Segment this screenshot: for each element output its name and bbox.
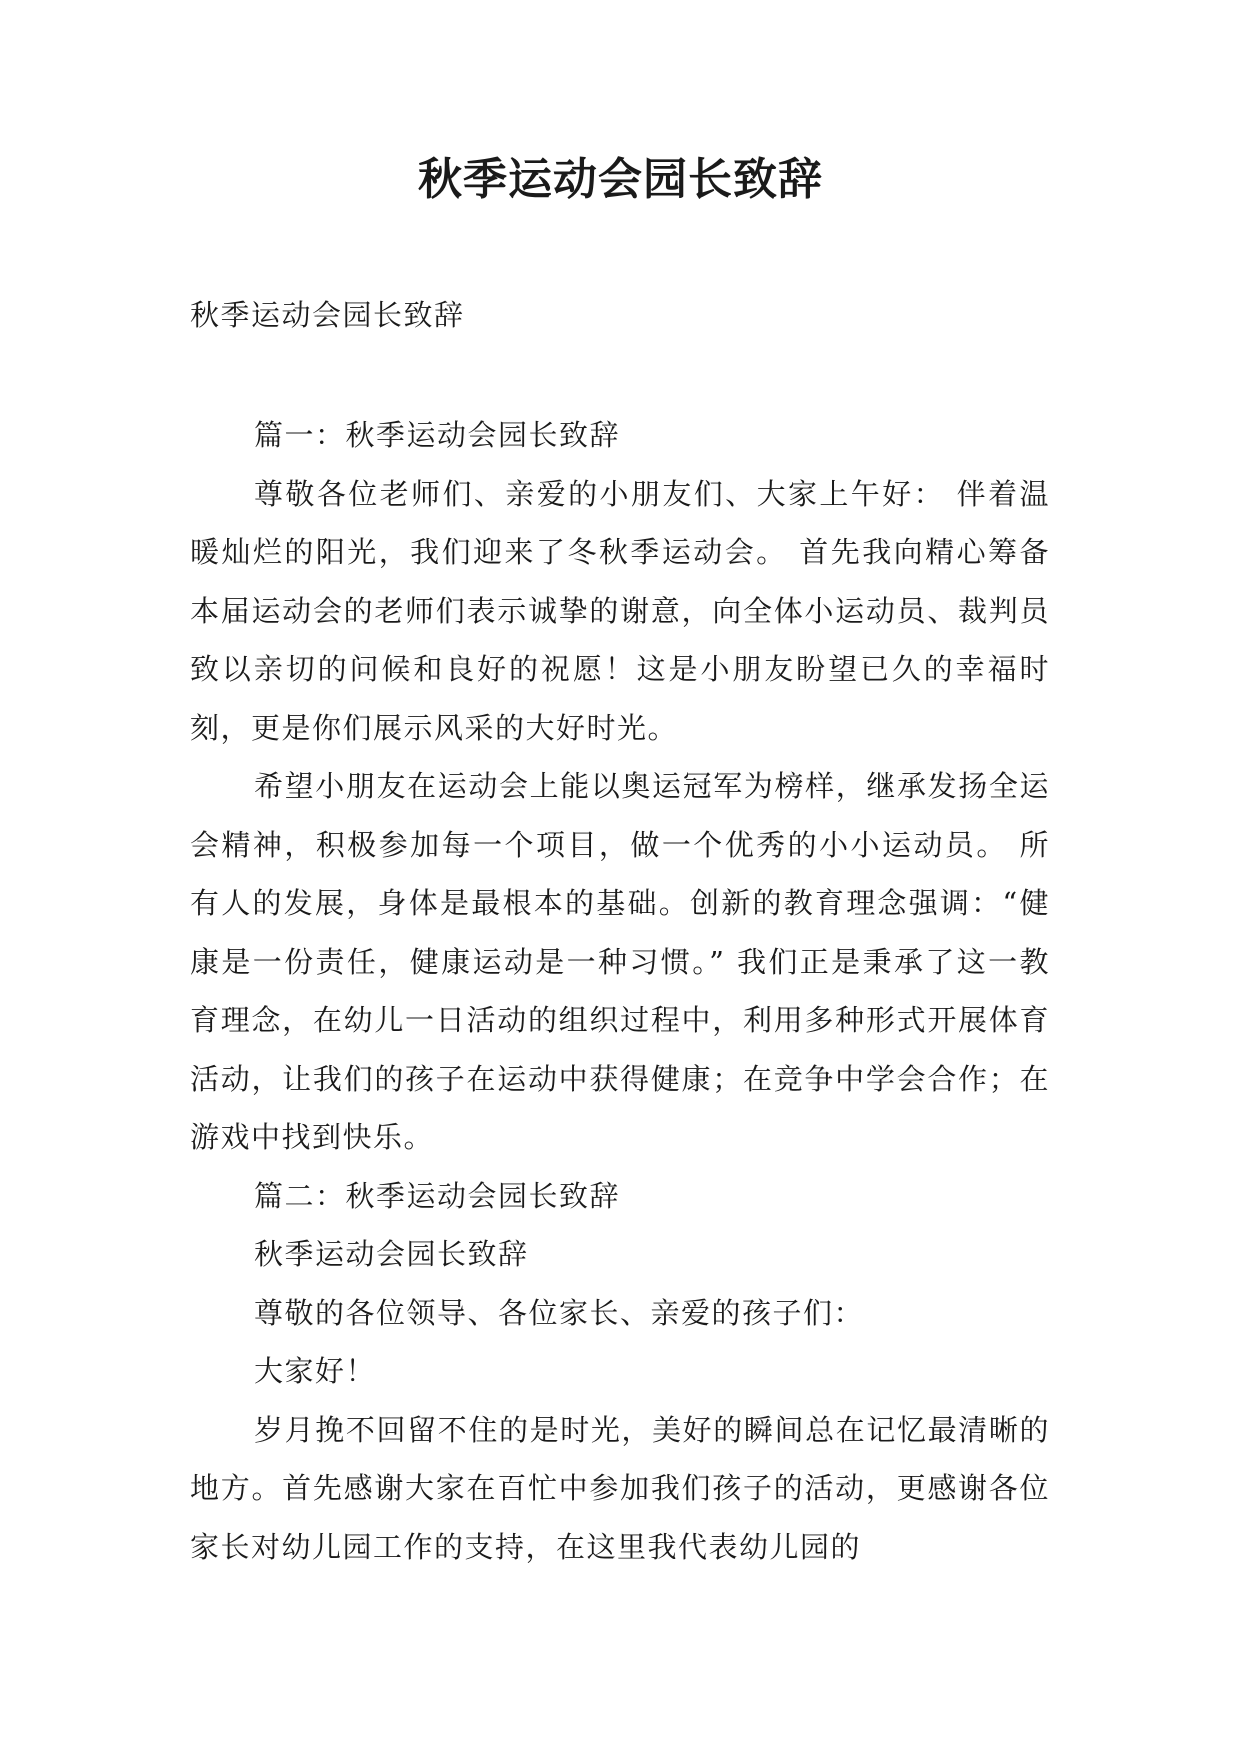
section-subtitle: 秋季运动会园长致辞 (254, 1237, 529, 1271)
document-body (190, 406, 1050, 1576)
section-heading-2: 篇二：秋季运动会园长致辞 (254, 1178, 621, 1213)
greeting: 大家好！ (254, 1354, 377, 1388)
section-heading-1: 篇一：秋季运动会园长致辞 (254, 418, 621, 452)
body-paragraph: 希望小朋友在运动会上能以奥运冠军为榜样，继承发扬全运会精神，积极参加每一个项目，做一个优秀的小小运动员。 所有人的发展，身体是最根本的基础。创新的教育理念强调：“健康是一份责任，健康运动是一种习惯。” 我们正是秉承了这一教育理念，在幼儿一日活动的组织过程中，利用多种形式开展体育活动，让我们的孩子在运动中获得健康；在竞争中学会合作；在游戏中找到快乐。 (190, 769, 1050, 1154)
document-title: 秋季运动会园长致辞 (418, 154, 823, 205)
body-paragraph: 尊敬各位老师们、亲爱的小朋友们、大家上午好： 伴着温暖灿烂的阳光，我们迎来了冬秋季运动会。 首先我向精心筹备本届运动会的老师们表示诚挚的谢意，向全体小运动员、裁判员致以亲切的问候和良好的祝愿！这是小朋友盼望已久的幸福时刻，更是你们展示风采的大好时光。 (190, 476, 1050, 745)
salutation: 尊敬的各位领导、各位家长、亲爱的孩子们： (254, 1295, 865, 1330)
body-paragraph: 岁月挽不回留不住的是时光，美好的瞬间总在记忆最清晰的地方。首先感谢大家在百忙中参加我们孩子的活动，更感谢各位家长对幼儿园工作的支持，在这里我代表幼儿园的 (190, 1412, 1050, 1564)
document-subtitle: 秋季运动会园长致辞 (190, 298, 465, 332)
